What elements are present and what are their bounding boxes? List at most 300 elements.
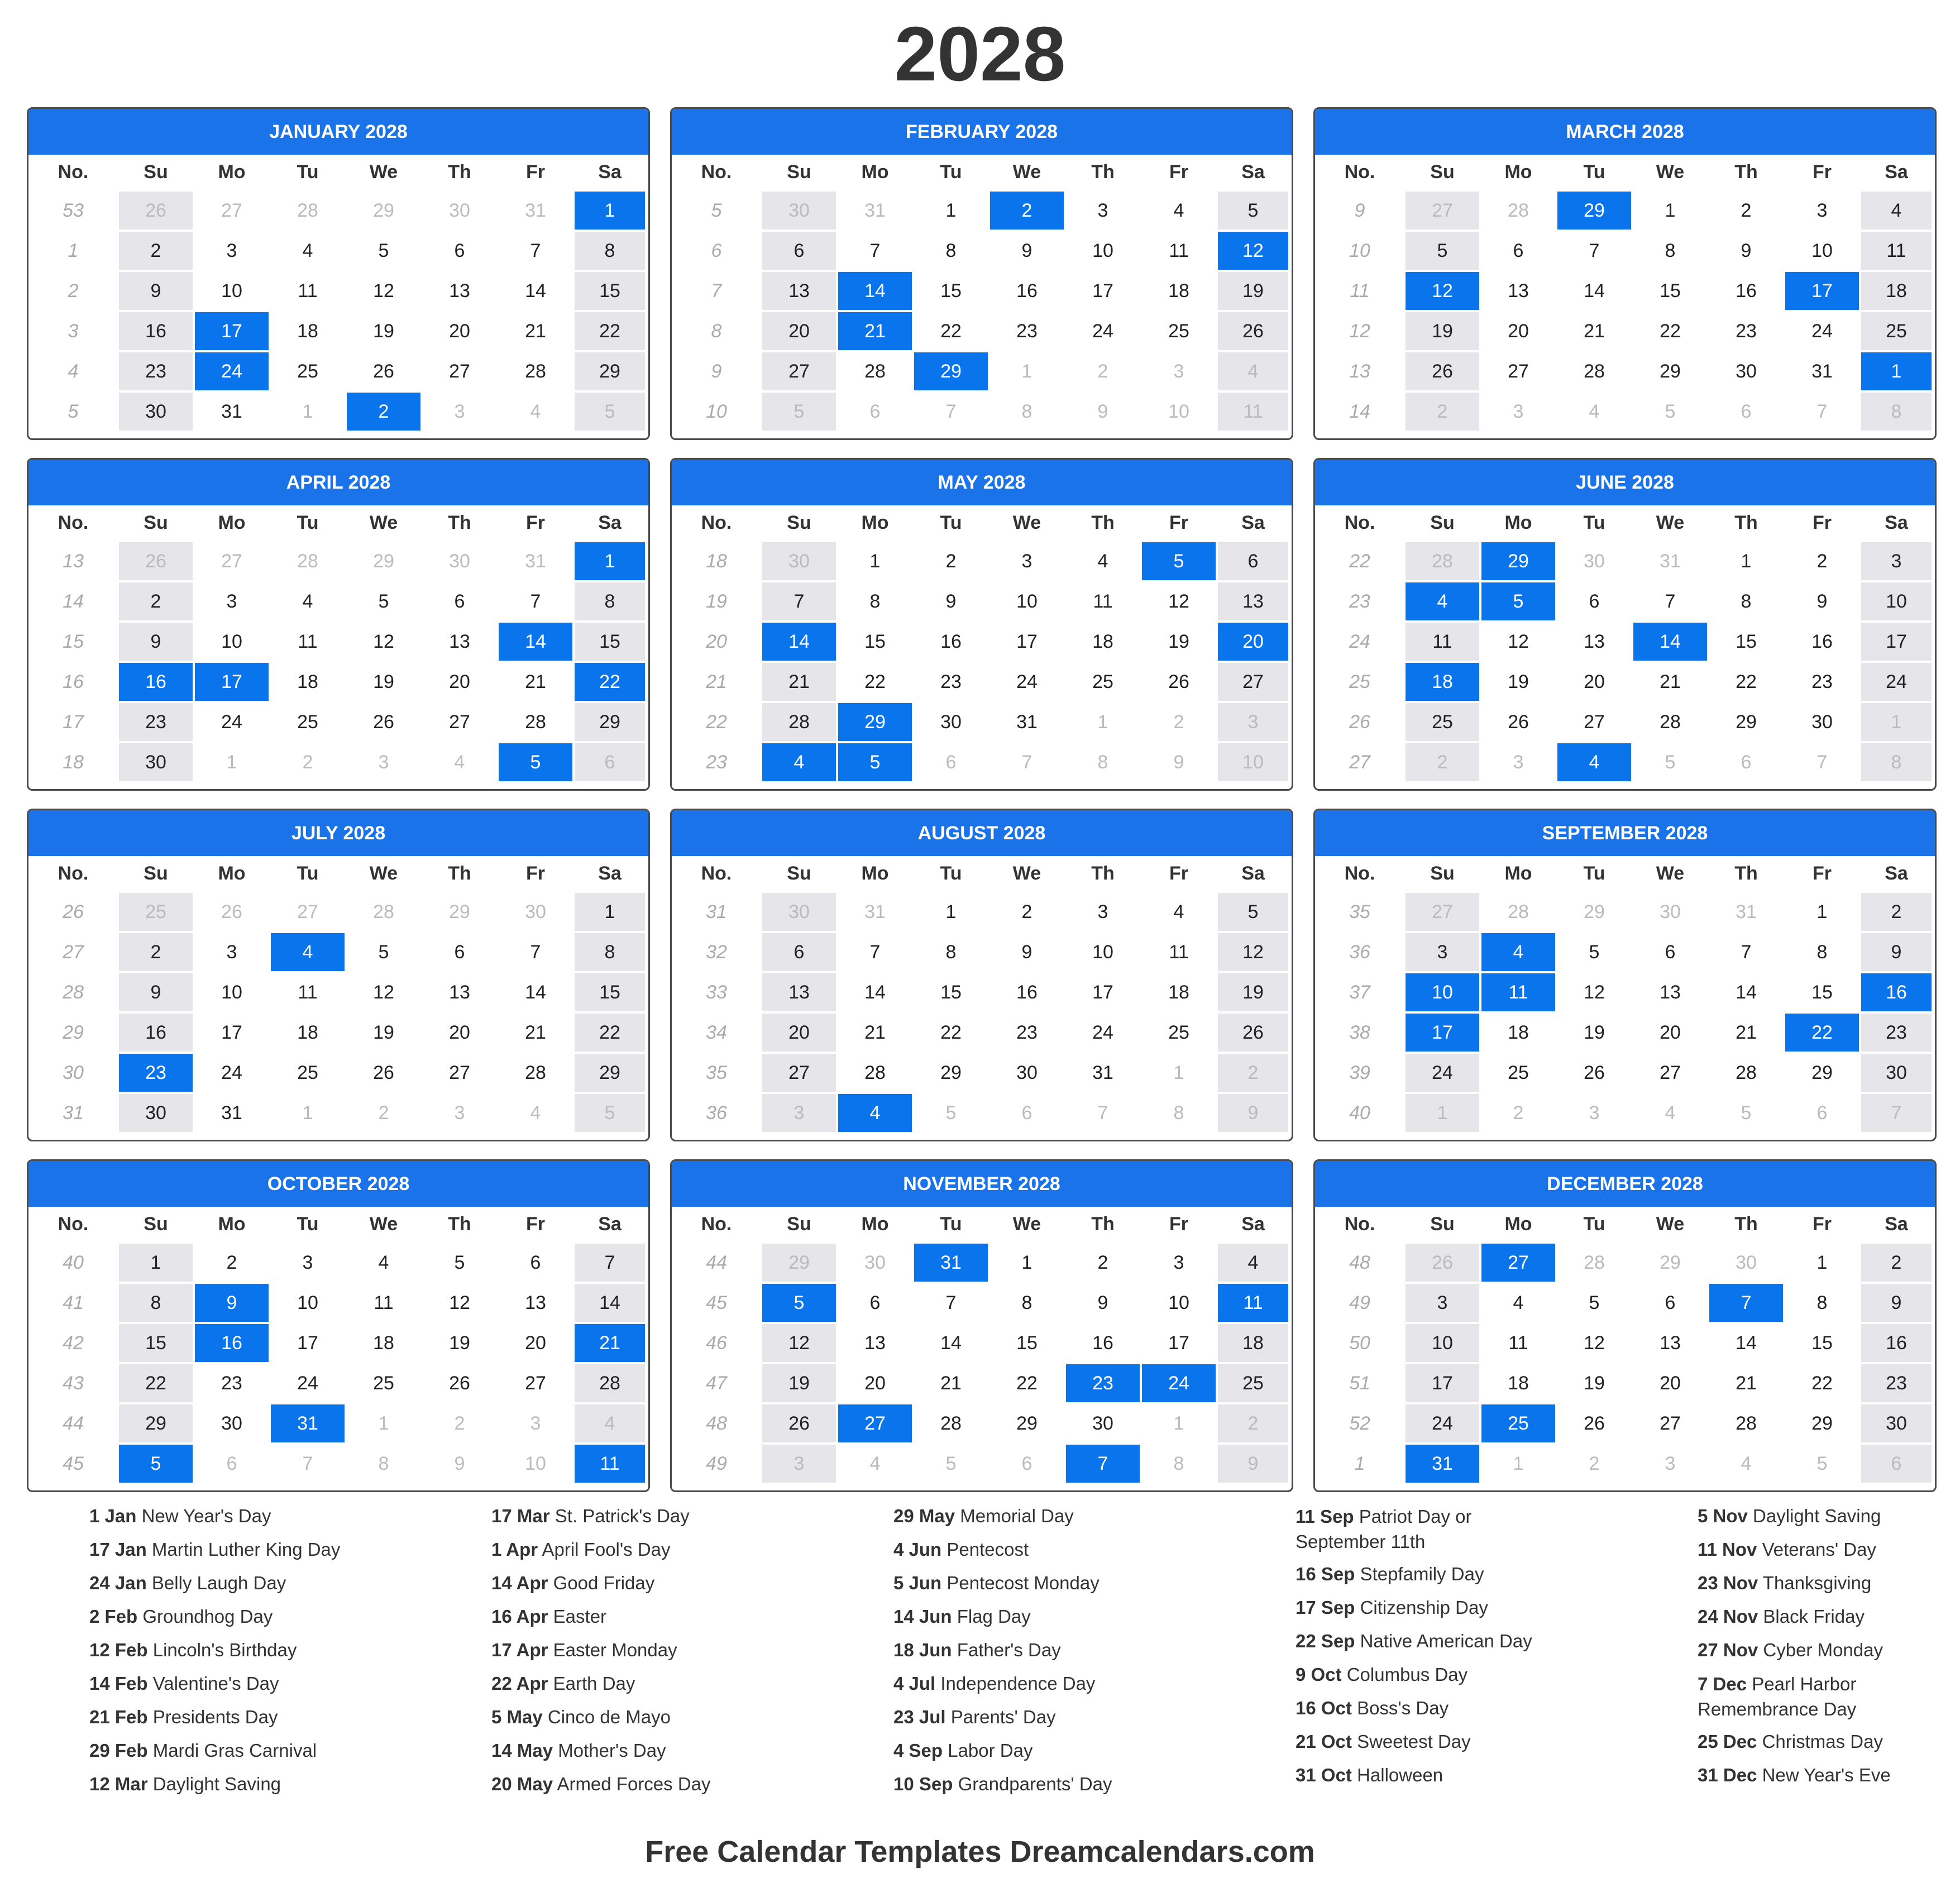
day-cell[interactable]: 3 — [1480, 742, 1556, 782]
day-cell[interactable]: 30 — [194, 1403, 270, 1444]
day-cell[interactable]: 6 — [422, 581, 498, 622]
day-cell[interactable]: 27 — [270, 892, 346, 932]
day-cell[interactable]: 13 — [1632, 1323, 1708, 1363]
day-cell[interactable]: 7 — [1860, 1093, 1933, 1133]
day-cell[interactable]: 15 — [573, 622, 646, 662]
day-cell[interactable]: 31 — [270, 1403, 346, 1444]
day-cell[interactable]: 11 — [270, 271, 346, 311]
day-cell[interactable]: 27 — [422, 1053, 498, 1093]
day-cell[interactable]: 29 — [1556, 190, 1632, 231]
day-cell[interactable]: 18 — [1065, 622, 1141, 662]
day-cell[interactable]: 5 — [1556, 932, 1632, 972]
day-cell[interactable]: 1 — [1141, 1403, 1217, 1444]
day-cell[interactable]: 25 — [1404, 702, 1480, 742]
day-cell[interactable]: 29 — [1632, 1243, 1708, 1283]
day-cell[interactable]: 6 — [837, 391, 913, 432]
day-cell[interactable]: 26 — [194, 892, 270, 932]
day-cell[interactable]: 7 — [498, 581, 573, 622]
day-cell[interactable]: 3 — [422, 1093, 498, 1133]
day-cell[interactable]: 14 — [837, 972, 913, 1012]
day-cell[interactable]: 5 — [498, 742, 573, 782]
day-cell[interactable]: 5 — [761, 1283, 837, 1323]
day-cell[interactable]: 8 — [346, 1444, 422, 1484]
day-cell[interactable]: 20 — [1632, 1012, 1708, 1053]
day-cell[interactable]: 2 — [194, 1243, 270, 1283]
day-cell[interactable]: 3 — [1860, 541, 1933, 581]
day-cell[interactable]: 18 — [270, 311, 346, 351]
day-cell[interactable]: 7 — [498, 231, 573, 271]
day-cell[interactable]: 12 — [761, 1323, 837, 1363]
day-cell[interactable]: 4 — [270, 932, 346, 972]
day-cell[interactable]: 10 — [498, 1444, 573, 1484]
day-cell[interactable]: 8 — [118, 1283, 194, 1323]
day-cell[interactable]: 14 — [1708, 1323, 1784, 1363]
day-cell[interactable]: 28 — [270, 190, 346, 231]
day-cell[interactable]: 15 — [913, 972, 989, 1012]
day-cell[interactable]: 4 — [1632, 1093, 1708, 1133]
day-cell[interactable]: 7 — [1632, 581, 1708, 622]
day-cell[interactable]: 21 — [498, 662, 573, 702]
day-cell[interactable]: 10 — [1065, 231, 1141, 271]
day-cell[interactable]: 11 — [1404, 622, 1480, 662]
day-cell[interactable]: 29 — [1632, 351, 1708, 391]
day-cell[interactable]: 21 — [913, 1363, 989, 1403]
day-cell[interactable]: 22 — [1784, 1363, 1860, 1403]
day-cell[interactable]: 2 — [1708, 190, 1784, 231]
day-cell[interactable]: 1 — [1708, 541, 1784, 581]
day-cell[interactable]: 12 — [1404, 271, 1480, 311]
day-cell[interactable]: 4 — [270, 231, 346, 271]
day-cell[interactable]: 22 — [1632, 311, 1708, 351]
day-cell[interactable]: 11 — [573, 1444, 646, 1484]
day-cell[interactable]: 27 — [1404, 190, 1480, 231]
day-cell[interactable]: 18 — [270, 662, 346, 702]
day-cell[interactable]: 26 — [346, 1053, 422, 1093]
day-cell[interactable]: 30 — [761, 892, 837, 932]
day-cell[interactable]: 21 — [1632, 662, 1708, 702]
day-cell[interactable]: 1 — [573, 541, 646, 581]
day-cell[interactable]: 8 — [989, 1283, 1065, 1323]
day-cell[interactable]: 30 — [1556, 541, 1632, 581]
day-cell[interactable]: 8 — [1860, 742, 1933, 782]
day-cell[interactable]: 17 — [194, 662, 270, 702]
day-cell[interactable]: 26 — [1217, 311, 1289, 351]
day-cell[interactable]: 29 — [422, 892, 498, 932]
day-cell[interactable]: 8 — [1784, 932, 1860, 972]
day-cell[interactable]: 30 — [761, 190, 837, 231]
day-cell[interactable]: 30 — [422, 541, 498, 581]
day-cell[interactable]: 24 — [270, 1363, 346, 1403]
day-cell[interactable]: 5 — [1556, 1283, 1632, 1323]
day-cell[interactable]: 29 — [573, 702, 646, 742]
day-cell[interactable]: 6 — [1632, 932, 1708, 972]
day-cell[interactable]: 4 — [422, 742, 498, 782]
day-cell[interactable]: 26 — [422, 1363, 498, 1403]
day-cell[interactable]: 16 — [1065, 1323, 1141, 1363]
day-cell[interactable]: 4 — [1065, 541, 1141, 581]
day-cell[interactable]: 2 — [1556, 1444, 1632, 1484]
day-cell[interactable]: 16 — [118, 311, 194, 351]
day-cell[interactable]: 9 — [1860, 932, 1933, 972]
day-cell[interactable]: 25 — [346, 1363, 422, 1403]
day-cell[interactable]: 31 — [1708, 892, 1784, 932]
day-cell[interactable]: 25 — [270, 702, 346, 742]
day-cell[interactable]: 4 — [1480, 1283, 1556, 1323]
day-cell[interactable]: 25 — [270, 1053, 346, 1093]
day-cell[interactable]: 5 — [422, 1243, 498, 1283]
day-cell[interactable]: 6 — [573, 742, 646, 782]
day-cell[interactable]: 21 — [1708, 1363, 1784, 1403]
day-cell[interactable]: 1 — [913, 892, 989, 932]
day-cell[interactable]: 1 — [913, 190, 989, 231]
day-cell[interactable]: 3 — [498, 1403, 573, 1444]
day-cell[interactable]: 11 — [1065, 581, 1141, 622]
day-cell[interactable]: 3 — [1141, 351, 1217, 391]
day-cell[interactable]: 6 — [761, 932, 837, 972]
day-cell[interactable]: 7 — [1556, 231, 1632, 271]
day-cell[interactable]: 25 — [1480, 1403, 1556, 1444]
day-cell[interactable]: 27 — [1217, 662, 1289, 702]
day-cell[interactable]: 19 — [1480, 662, 1556, 702]
day-cell[interactable]: 30 — [1784, 702, 1860, 742]
day-cell[interactable]: 20 — [1556, 662, 1632, 702]
day-cell[interactable]: 10 — [1141, 391, 1217, 432]
day-cell[interactable]: 8 — [1065, 742, 1141, 782]
day-cell[interactable]: 5 — [913, 1444, 989, 1484]
day-cell[interactable]: 5 — [1480, 581, 1556, 622]
day-cell[interactable]: 16 — [194, 1323, 270, 1363]
day-cell[interactable]: 1 — [1632, 190, 1708, 231]
day-cell[interactable]: 12 — [346, 271, 422, 311]
day-cell[interactable]: 5 — [761, 391, 837, 432]
day-cell[interactable]: 15 — [989, 1323, 1065, 1363]
day-cell[interactable]: 29 — [573, 351, 646, 391]
day-cell[interactable]: 26 — [1556, 1403, 1632, 1444]
day-cell[interactable]: 27 — [1480, 1243, 1556, 1283]
day-cell[interactable]: 7 — [270, 1444, 346, 1484]
day-cell[interactable]: 16 — [989, 972, 1065, 1012]
day-cell[interactable]: 6 — [1860, 1444, 1933, 1484]
day-cell[interactable]: 19 — [1556, 1012, 1632, 1053]
day-cell[interactable]: 15 — [573, 271, 646, 311]
day-cell[interactable]: 4 — [837, 1093, 913, 1133]
day-cell[interactable]: 8 — [1784, 1283, 1860, 1323]
day-cell[interactable]: 5 — [1404, 231, 1480, 271]
day-cell[interactable]: 26 — [1404, 1243, 1480, 1283]
day-cell[interactable]: 30 — [1065, 1403, 1141, 1444]
day-cell[interactable]: 29 — [118, 1403, 194, 1444]
day-cell[interactable]: 19 — [1404, 311, 1480, 351]
day-cell[interactable]: 11 — [270, 622, 346, 662]
day-cell[interactable]: 31 — [194, 391, 270, 432]
day-cell[interactable]: 28 — [1556, 351, 1632, 391]
day-cell[interactable]: 22 — [573, 662, 646, 702]
day-cell[interactable]: 17 — [1784, 271, 1860, 311]
day-cell[interactable]: 25 — [1141, 311, 1217, 351]
day-cell[interactable]: 6 — [1784, 1093, 1860, 1133]
day-cell[interactable]: 4 — [346, 1243, 422, 1283]
day-cell[interactable]: 28 — [1480, 190, 1556, 231]
day-cell[interactable]: 25 — [270, 351, 346, 391]
day-cell[interactable]: 13 — [1217, 581, 1289, 622]
day-cell[interactable]: 3 — [989, 541, 1065, 581]
day-cell[interactable]: 29 — [1784, 1403, 1860, 1444]
day-cell[interactable]: 26 — [1217, 1012, 1289, 1053]
day-cell[interactable]: 28 — [1708, 1403, 1784, 1444]
day-cell[interactable]: 16 — [913, 622, 989, 662]
day-cell[interactable]: 23 — [1065, 1363, 1141, 1403]
day-cell[interactable]: 23 — [1860, 1363, 1933, 1403]
day-cell[interactable]: 20 — [422, 1012, 498, 1053]
day-cell[interactable]: 4 — [837, 1444, 913, 1484]
day-cell[interactable]: 28 — [837, 351, 913, 391]
day-cell[interactable]: 31 — [498, 541, 573, 581]
day-cell[interactable]: 22 — [118, 1363, 194, 1403]
day-cell[interactable]: 1 — [573, 892, 646, 932]
day-cell[interactable]: 14 — [1556, 271, 1632, 311]
day-cell[interactable]: 4 — [1556, 391, 1632, 432]
day-cell[interactable]: 9 — [1708, 231, 1784, 271]
day-cell[interactable]: 14 — [498, 622, 573, 662]
day-cell[interactable]: 7 — [989, 742, 1065, 782]
day-cell[interactable]: 4 — [1217, 1243, 1289, 1283]
day-cell[interactable]: 1 — [1480, 1444, 1556, 1484]
day-cell[interactable]: 9 — [1065, 1283, 1141, 1323]
day-cell[interactable]: 1 — [118, 1243, 194, 1283]
day-cell[interactable]: 8 — [1708, 581, 1784, 622]
day-cell[interactable]: 29 — [837, 702, 913, 742]
day-cell[interactable]: 2 — [1784, 541, 1860, 581]
day-cell[interactable]: 10 — [1217, 742, 1289, 782]
day-cell[interactable]: 6 — [1632, 1283, 1708, 1323]
day-cell[interactable]: 15 — [1632, 271, 1708, 311]
day-cell[interactable]: 27 — [422, 351, 498, 391]
day-cell[interactable]: 31 — [498, 190, 573, 231]
day-cell[interactable]: 12 — [1217, 231, 1289, 271]
day-cell[interactable]: 25 — [1480, 1053, 1556, 1093]
day-cell[interactable]: 3 — [270, 1243, 346, 1283]
day-cell[interactable]: 26 — [1404, 351, 1480, 391]
day-cell[interactable]: 31 — [1784, 351, 1860, 391]
day-cell[interactable]: 21 — [498, 311, 573, 351]
day-cell[interactable]: 4 — [1708, 1444, 1784, 1484]
day-cell[interactable]: 30 — [1860, 1053, 1933, 1093]
day-cell[interactable]: 2 — [1480, 1093, 1556, 1133]
day-cell[interactable]: 3 — [194, 231, 270, 271]
day-cell[interactable]: 30 — [498, 892, 573, 932]
day-cell[interactable]: 22 — [1784, 1012, 1860, 1053]
day-cell[interactable]: 15 — [1784, 1323, 1860, 1363]
day-cell[interactable]: 5 — [346, 581, 422, 622]
day-cell[interactable]: 14 — [837, 271, 913, 311]
day-cell[interactable]: 2 — [1065, 1243, 1141, 1283]
day-cell[interactable]: 13 — [422, 972, 498, 1012]
day-cell[interactable]: 8 — [913, 231, 989, 271]
day-cell[interactable]: 2 — [118, 932, 194, 972]
day-cell[interactable]: 9 — [913, 581, 989, 622]
day-cell[interactable]: 3 — [761, 1444, 837, 1484]
day-cell[interactable]: 14 — [1632, 622, 1708, 662]
day-cell[interactable]: 28 — [1632, 702, 1708, 742]
day-cell[interactable]: 15 — [837, 622, 913, 662]
day-cell[interactable]: 8 — [573, 581, 646, 622]
day-cell[interactable]: 27 — [194, 541, 270, 581]
day-cell[interactable]: 21 — [1556, 311, 1632, 351]
day-cell[interactable]: 19 — [761, 1363, 837, 1403]
day-cell[interactable]: 8 — [573, 932, 646, 972]
day-cell[interactable]: 2 — [270, 742, 346, 782]
day-cell[interactable]: 1 — [1065, 702, 1141, 742]
day-cell[interactable]: 7 — [913, 391, 989, 432]
day-cell[interactable]: 20 — [498, 1323, 573, 1363]
day-cell[interactable]: 31 — [837, 892, 913, 932]
day-cell[interactable]: 13 — [422, 622, 498, 662]
day-cell[interactable]: 28 — [837, 1053, 913, 1093]
day-cell[interactable]: 17 — [1860, 622, 1933, 662]
day-cell[interactable]: 26 — [761, 1403, 837, 1444]
day-cell[interactable]: 27 — [761, 351, 837, 391]
day-cell[interactable]: 1 — [1860, 702, 1933, 742]
day-cell[interactable]: 30 — [989, 1053, 1065, 1093]
day-cell[interactable]: 12 — [1556, 972, 1632, 1012]
day-cell[interactable]: 23 — [1708, 311, 1784, 351]
day-cell[interactable]: 1 — [989, 1243, 1065, 1283]
day-cell[interactable]: 16 — [118, 1012, 194, 1053]
day-cell[interactable]: 19 — [1217, 271, 1289, 311]
day-cell[interactable]: 8 — [913, 932, 989, 972]
day-cell[interactable]: 25 — [118, 892, 194, 932]
day-cell[interactable]: 18 — [1480, 1363, 1556, 1403]
day-cell[interactable]: 30 — [118, 1093, 194, 1133]
day-cell[interactable]: 2 — [118, 231, 194, 271]
day-cell[interactable]: 3 — [1217, 702, 1289, 742]
day-cell[interactable]: 7 — [1065, 1093, 1141, 1133]
day-cell[interactable]: 8 — [1141, 1444, 1217, 1484]
day-cell[interactable]: 6 — [1556, 581, 1632, 622]
day-cell[interactable]: 7 — [1708, 1283, 1784, 1323]
day-cell[interactable]: 11 — [1860, 231, 1933, 271]
day-cell[interactable]: 1 — [573, 190, 646, 231]
day-cell[interactable]: 20 — [1632, 1363, 1708, 1403]
day-cell[interactable]: 17 — [194, 1012, 270, 1053]
day-cell[interactable]: 26 — [118, 541, 194, 581]
day-cell[interactable]: 15 — [1708, 622, 1784, 662]
day-cell[interactable]: 17 — [1065, 271, 1141, 311]
day-cell[interactable]: 5 — [1141, 541, 1217, 581]
day-cell[interactable]: 15 — [1784, 972, 1860, 1012]
day-cell[interactable]: 5 — [118, 1444, 194, 1484]
day-cell[interactable]: 24 — [194, 702, 270, 742]
day-cell[interactable]: 7 — [1784, 391, 1860, 432]
day-cell[interactable]: 4 — [1860, 190, 1933, 231]
day-cell[interactable]: 19 — [1556, 1363, 1632, 1403]
day-cell[interactable]: 3 — [194, 932, 270, 972]
day-cell[interactable]: 28 — [498, 702, 573, 742]
day-cell[interactable]: 20 — [837, 1363, 913, 1403]
day-cell[interactable]: 6 — [498, 1243, 573, 1283]
day-cell[interactable]: 5 — [1217, 892, 1289, 932]
day-cell[interactable]: 2 — [118, 581, 194, 622]
day-cell[interactable]: 31 — [1632, 541, 1708, 581]
day-cell[interactable]: 11 — [1141, 932, 1217, 972]
day-cell[interactable]: 2 — [1217, 1403, 1289, 1444]
day-cell[interactable]: 10 — [194, 271, 270, 311]
day-cell[interactable]: 14 — [498, 972, 573, 1012]
day-cell[interactable]: 28 — [761, 702, 837, 742]
day-cell[interactable]: 24 — [1065, 311, 1141, 351]
day-cell[interactable]: 10 — [1141, 1283, 1217, 1323]
day-cell[interactable]: 19 — [346, 1012, 422, 1053]
day-cell[interactable]: 21 — [761, 662, 837, 702]
day-cell[interactable]: 22 — [1708, 662, 1784, 702]
day-cell[interactable]: 29 — [1556, 892, 1632, 932]
day-cell[interactable]: 5 — [346, 932, 422, 972]
day-cell[interactable]: 3 — [1065, 190, 1141, 231]
day-cell[interactable]: 20 — [422, 311, 498, 351]
day-cell[interactable]: 26 — [346, 702, 422, 742]
day-cell[interactable]: 6 — [761, 231, 837, 271]
day-cell[interactable]: 30 — [837, 1243, 913, 1283]
day-cell[interactable]: 29 — [1784, 1053, 1860, 1093]
day-cell[interactable]: 30 — [1632, 892, 1708, 932]
day-cell[interactable]: 10 — [270, 1283, 346, 1323]
day-cell[interactable]: 10 — [1404, 1323, 1480, 1363]
day-cell[interactable]: 11 — [1141, 231, 1217, 271]
day-cell[interactable]: 12 — [346, 972, 422, 1012]
day-cell[interactable]: 12 — [1217, 932, 1289, 972]
day-cell[interactable]: 12 — [1480, 622, 1556, 662]
day-cell[interactable]: 3 — [1404, 932, 1480, 972]
day-cell[interactable]: 3 — [346, 742, 422, 782]
day-cell[interactable]: 16 — [1784, 622, 1860, 662]
day-cell[interactable]: 2 — [1404, 742, 1480, 782]
day-cell[interactable]: 7 — [837, 231, 913, 271]
day-cell[interactable]: 2 — [913, 541, 989, 581]
day-cell[interactable]: 24 — [989, 662, 1065, 702]
day-cell[interactable]: 14 — [913, 1323, 989, 1363]
day-cell[interactable]: 26 — [1480, 702, 1556, 742]
day-cell[interactable]: 18 — [1480, 1012, 1556, 1053]
day-cell[interactable]: 9 — [1860, 1283, 1933, 1323]
day-cell[interactable]: 3 — [761, 1093, 837, 1133]
day-cell[interactable]: 19 — [346, 662, 422, 702]
day-cell[interactable]: 20 — [422, 662, 498, 702]
day-cell[interactable]: 3 — [1065, 892, 1141, 932]
day-cell[interactable]: 31 — [1065, 1053, 1141, 1093]
day-cell[interactable]: 17 — [1404, 1363, 1480, 1403]
day-cell[interactable]: 23 — [989, 311, 1065, 351]
day-cell[interactable]: 26 — [118, 190, 194, 231]
day-cell[interactable]: 8 — [573, 231, 646, 271]
day-cell[interactable]: 30 — [761, 541, 837, 581]
day-cell[interactable]: 28 — [346, 892, 422, 932]
day-cell[interactable]: 23 — [1860, 1012, 1933, 1053]
day-cell[interactable]: 27 — [422, 702, 498, 742]
day-cell[interactable]: 3 — [1556, 1093, 1632, 1133]
day-cell[interactable]: 9 — [422, 1444, 498, 1484]
day-cell[interactable]: 19 — [346, 311, 422, 351]
day-cell[interactable]: 30 — [118, 391, 194, 432]
day-cell[interactable]: 18 — [1141, 972, 1217, 1012]
day-cell[interactable]: 13 — [837, 1323, 913, 1363]
day-cell[interactable]: 9 — [1217, 1093, 1289, 1133]
day-cell[interactable]: 17 — [1141, 1323, 1217, 1363]
day-cell[interactable]: 30 — [1860, 1403, 1933, 1444]
day-cell[interactable]: 19 — [1217, 972, 1289, 1012]
day-cell[interactable]: 3 — [194, 581, 270, 622]
day-cell[interactable]: 1 — [346, 1403, 422, 1444]
day-cell[interactable]: 22 — [573, 311, 646, 351]
